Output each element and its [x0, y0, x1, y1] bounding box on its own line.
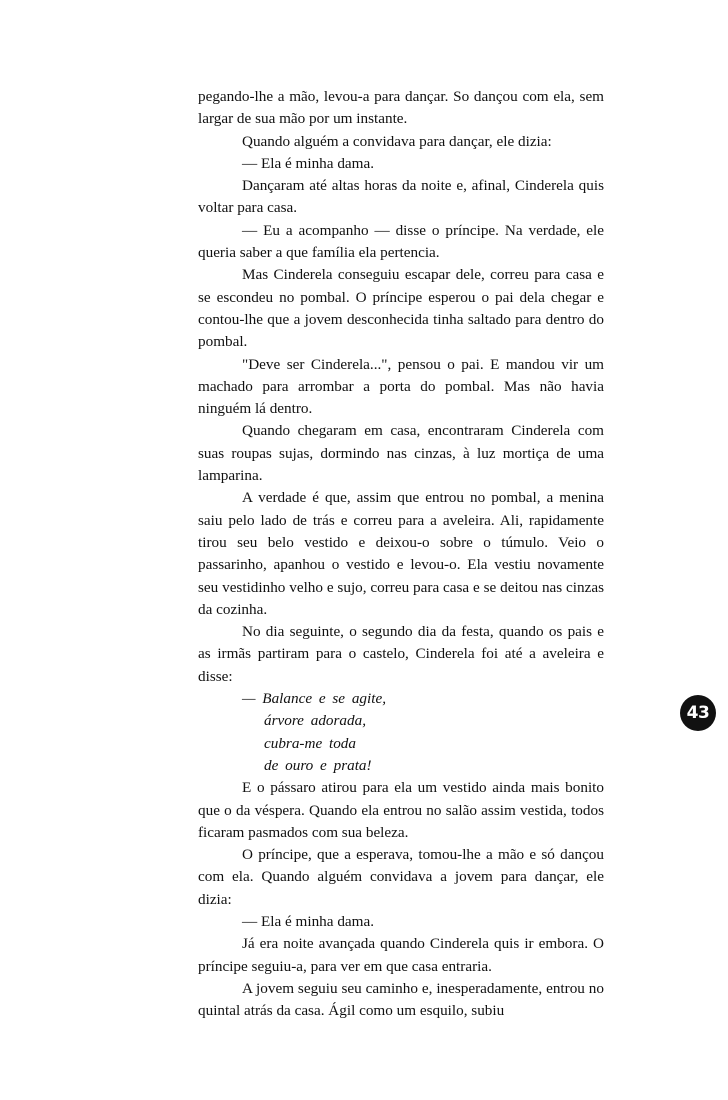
dialogue-line: — Eu a acompanho — disse o príncipe. Na verdade, ele queria saber a que família ela pertencia.: [198, 221, 604, 262]
verse-line: árvore adorada,: [264, 712, 366, 730]
dialogue-line: — Ela é minha dama.: [242, 154, 375, 172]
paragraph: E o pássaro atirou para ela um vestido ainda mais bonito que o da véspera. Quando ela entrou no salão assim vestida, todos ficaram pasmados com sua beleza.: [198, 779, 604, 841]
paragraph: "Deve ser Cinderela...", pensou o pai. E mandou vir um machado para arrombar a porta do pombal. Mas não havia ninguém lá dentro.: [198, 355, 604, 418]
verse-line: de ouro e prata!: [264, 756, 372, 774]
verse-line: — Balance e se agite,: [242, 690, 387, 708]
paragraph: A jovem seguiu seu caminho e, inesperadamente, entrou no quintal atrás da casa. Ágil como um esquilo, subiu: [198, 979, 604, 1020]
dialogue-line: — Ela é minha dama.: [242, 912, 375, 930]
paragraph: Quando alguém a convidava para dançar, ele dizia:: [242, 132, 552, 150]
paragraph: O príncipe, que a esperava, tomou-lhe a mão e só dançou com ela. Quando alguém convidava a jovem para dançar, ele dizia:: [198, 846, 604, 908]
paragraph: Mas Cinderela conseguiu escapar dele, correu para casa e se escondeu no pombal. O príncipe esperou o pai dela chegar e contou-lhe que a jovem desconhecida tinha saltado para dentro do pombal.: [198, 266, 604, 351]
paragraph: pegando-lhe a mão, levou-a para dançar. So dançou com ela, sem largar de sua mão por um instante.: [198, 88, 604, 128]
paragraph: Dançaram até altas horas da noite e, afinal, Cinderela quis voltar para casa.: [198, 177, 604, 217]
page-number-badge: 43: [680, 695, 716, 731]
paragraph: A verdade é que, assim que entrou no pombal, a menina saiu pelo lado de trás e correu para a aveleira. Ali, rapidamente tirou seu belo vestido e deixou-o sobre o túmulo. Veio o passarinho, apanhou o vestido e levou-o. Ela vestiu novamente seu vestidinho velho e sujo, correu para casa e se deitou nas cinzas da cozinha.: [198, 489, 604, 618]
paragraph: Já era noite avançada quando Cinderela quis ir embora. O príncipe seguiu-a, para ver em que casa entraria.: [198, 935, 604, 975]
paragraph: No dia seguinte, o segundo dia da festa, quando os pais e as irmãs partiram para o castelo, Cinderela foi até a aveleira e disse:: [198, 623, 604, 685]
body-text: [198, 86, 604, 1022]
paragraph: Quando chegaram em casa, encontraram Cinderela com suas roupas sujas, dormindo nas cinzas, à luz mortiça de uma lamparina.: [198, 422, 604, 485]
verse-line: cubra-me toda: [264, 734, 356, 752]
verse-block: [198, 688, 604, 777]
